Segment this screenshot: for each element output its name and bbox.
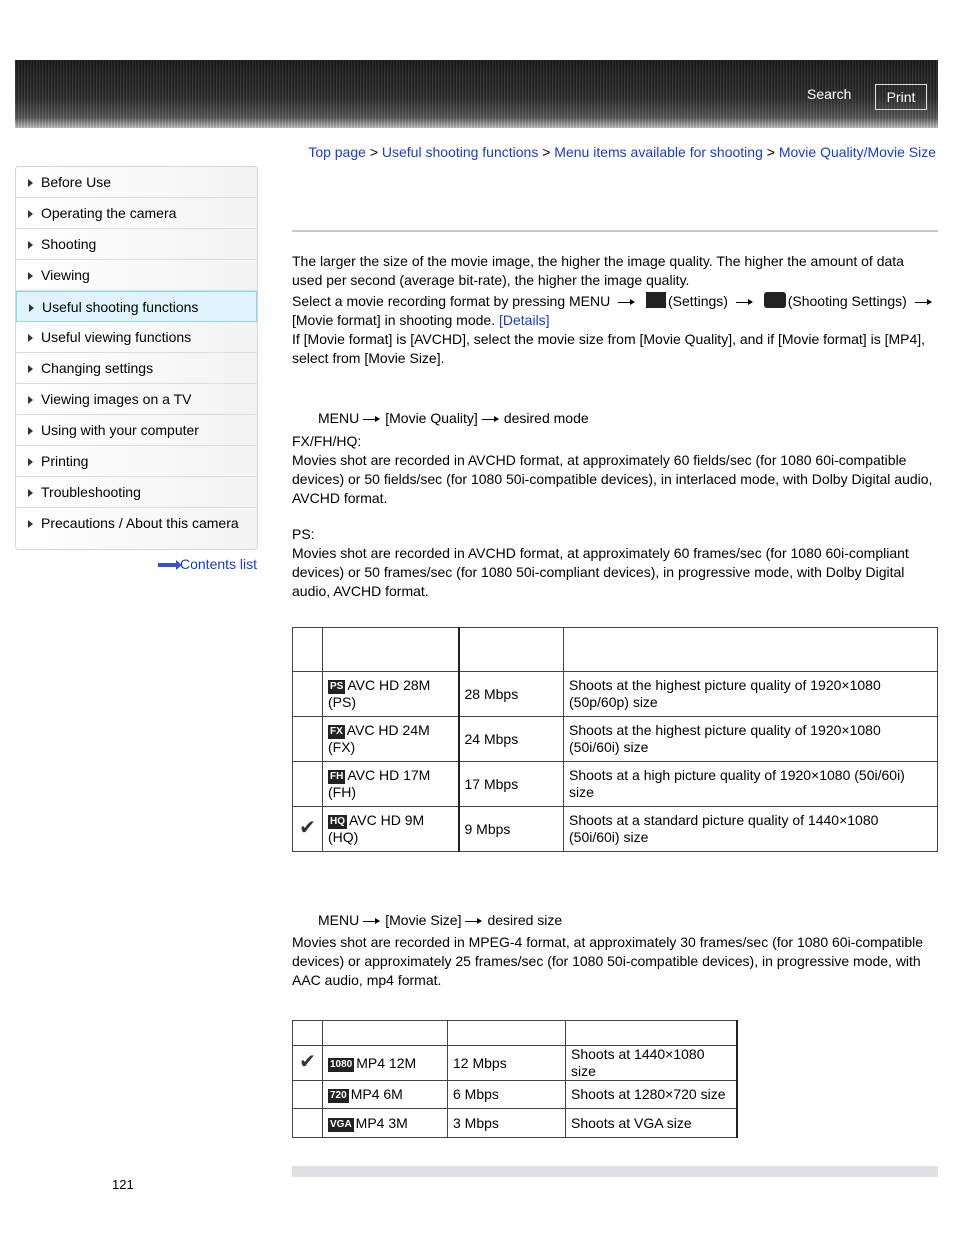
default-cell xyxy=(293,672,323,717)
sidebar-item-printing[interactable] xyxy=(16,446,257,477)
desired-size-label: desired size xyxy=(487,912,563,928)
sidebar-item-label: Troubleshooting xyxy=(41,484,141,500)
arrow-right-icon xyxy=(158,563,178,567)
sidebar-item-label: Viewing xyxy=(41,267,90,283)
sidebar-item-label: Shooting xyxy=(41,236,97,252)
movie-size-item: [Movie Size] xyxy=(385,912,462,928)
breadcrumb-separator: > xyxy=(369,144,378,160)
mode-cell xyxy=(323,672,459,717)
shooting-settings-label: (Shooting Settings) xyxy=(787,293,907,309)
sidebar-item-useful-shooting[interactable] xyxy=(16,291,257,322)
triangle-right-icon xyxy=(28,210,33,218)
movie-format-text: [Movie format] in shooting mode. xyxy=(292,312,496,328)
mode-code: (FX) xyxy=(328,739,356,755)
contents-list-link[interactable] xyxy=(158,556,257,572)
table-row xyxy=(293,1046,738,1081)
triangle-right-icon xyxy=(29,304,34,312)
triangle-right-icon xyxy=(28,427,33,435)
mode-name: AVC HD 9M xyxy=(349,812,425,828)
table-row xyxy=(293,1109,738,1138)
bitrate-cell: 6 Mbps xyxy=(448,1081,566,1109)
camera-icon xyxy=(764,292,786,308)
default-cell xyxy=(293,717,323,762)
bitrate-cell: 12 Mbps xyxy=(448,1046,566,1081)
default-cell xyxy=(293,1046,323,1081)
mode-code: (HQ) xyxy=(328,829,359,845)
sidebar-item-label: Viewing images on a TV xyxy=(41,391,192,407)
size-menu-path xyxy=(318,912,562,928)
quality-menu-path xyxy=(318,410,589,426)
table-header-row xyxy=(293,628,938,672)
breadcrumb-useful-shooting[interactable]: Useful shooting functions xyxy=(381,144,539,160)
description-cell: Shoots at 1280×720 size xyxy=(566,1081,738,1109)
mode-name: AVC HD 24M xyxy=(346,722,430,738)
mode-cell xyxy=(323,717,459,762)
sidebar-item-troubleshooting[interactable] xyxy=(16,477,257,508)
sidebar-item-label: Operating the camera xyxy=(41,205,177,221)
contents-list-label: Contents list xyxy=(180,556,258,572)
mode-cell xyxy=(323,762,459,807)
triangle-right-icon xyxy=(28,489,33,497)
settings-label: (Settings) xyxy=(668,293,728,309)
sidebar-item-label: Useful shooting functions xyxy=(42,299,199,315)
breadcrumb-current-page[interactable]: Movie Quality/Movie Size xyxy=(778,144,936,160)
print-button[interactable]: Print xyxy=(875,84,927,110)
triangle-right-icon xyxy=(28,241,33,249)
mode-name: AVC HD 17M xyxy=(347,767,431,783)
checkmark-icon: ✔ xyxy=(299,817,316,839)
intro-line-3: If [Movie format] is [AVCHD], select the movie size from [Movie Quality], and if [Movie format] is [MP4], select from [Movie Size]. xyxy=(292,331,926,366)
ps-text: Movies shot are recorded in AVCHD format, at approximately 60 frames/sec (for 1080 60i-compliant devices) or 50 frames/sec (for 1080 50i-compliant devices), in progressive mode, with Dolby Digital audio, AVCHD format. xyxy=(292,545,909,599)
table-row xyxy=(293,717,938,762)
mode-name: MP4 6M xyxy=(350,1086,403,1102)
sidebar-item-changing-settings[interactable] xyxy=(16,353,257,384)
default-cell xyxy=(293,762,323,807)
vga-icon: VGA xyxy=(330,1118,352,1130)
mode-code: (FH) xyxy=(328,784,356,800)
default-cell xyxy=(293,1109,323,1138)
menu-label: MENU xyxy=(318,410,360,426)
triangle-right-icon xyxy=(28,396,33,404)
triangle-right-icon xyxy=(28,458,33,466)
bitrate-cell: 9 Mbps xyxy=(459,807,564,852)
breadcrumb-menu-items[interactable]: Menu items available for shooting xyxy=(554,144,763,160)
table-row xyxy=(293,807,938,852)
ps-label: PS: xyxy=(292,526,315,542)
sidebar-item-precautions[interactable] xyxy=(16,508,257,539)
desired-mode-label: desired mode xyxy=(503,410,589,426)
default-cell xyxy=(293,807,323,852)
description-cell: Shoots at 1440×1080 size xyxy=(566,1046,738,1081)
footer-bar xyxy=(292,1166,938,1177)
sidebar-item-label: Before Use xyxy=(41,174,112,190)
details-link[interactable]: [Details] xyxy=(499,312,550,328)
toolbox-icon xyxy=(646,292,666,308)
ps-icon: PS xyxy=(330,681,344,692)
table-row xyxy=(293,672,938,717)
triangle-right-icon xyxy=(28,272,33,280)
movie-quality-item: [Movie Quality] xyxy=(385,410,478,426)
intro-select-text: Select a movie recording format by pressing MENU xyxy=(292,293,611,309)
sidebar-item-viewing[interactable] xyxy=(16,260,257,291)
breadcrumb-separator: > xyxy=(766,144,775,160)
fx-text: Movies shot are recorded in AVCHD format, at approximately 60 fields/sec (for 1080 60i-compatible devices) or 50 fields/sec (for 1080 50i-compatible devices), in interlaced mode, with Dolby Digital audio, AVCHD format. xyxy=(292,452,933,506)
default-cell xyxy=(293,1081,323,1109)
table-header-row xyxy=(293,1021,738,1046)
description-cell: Shoots at the highest picture quality of 1920×1080 (50i/60i) size xyxy=(564,717,938,762)
720-icon: 720 xyxy=(330,1090,347,1101)
sidebar-item-computer[interactable] xyxy=(16,415,257,446)
mode-cell xyxy=(323,1081,448,1109)
intro-line-movie-format xyxy=(292,311,938,330)
table-header-cell xyxy=(459,628,564,672)
description-cell: Shoots at VGA size xyxy=(566,1109,738,1138)
intro-line-2 xyxy=(292,292,938,311)
mode-name: MP4 3M xyxy=(355,1114,408,1131)
table-header-cell xyxy=(323,628,459,672)
sidebar-item-tv[interactable] xyxy=(16,384,257,415)
mode-name: AVC HD 28M xyxy=(347,677,431,693)
sidebar-nav xyxy=(15,166,258,550)
arrow-right-icon xyxy=(736,302,752,303)
checkmark-icon: ✔ xyxy=(299,1051,316,1073)
arrow-right-icon xyxy=(915,302,931,303)
quality-description xyxy=(292,432,938,601)
arrow-right-icon xyxy=(482,419,498,420)
menu-label: MENU xyxy=(318,912,360,928)
mode-cell xyxy=(323,1046,448,1081)
mode-cell xyxy=(323,807,459,852)
table-header-cell xyxy=(293,628,323,672)
sidebar-item-label: Changing settings xyxy=(41,360,154,376)
search-button[interactable]: Search xyxy=(807,86,852,102)
breadcrumb-separator: > xyxy=(542,144,551,160)
table-header-cell xyxy=(448,1021,566,1046)
fx-label: FX/FH/HQ: xyxy=(292,433,362,449)
triangle-right-icon xyxy=(28,520,33,528)
sidebar-item-useful-viewing[interactable] xyxy=(16,322,257,353)
mode-cell xyxy=(323,1109,448,1138)
sidebar-item-label: Using with your computer xyxy=(41,422,199,438)
bitrate-cell: 17 Mbps xyxy=(459,762,564,807)
table-row xyxy=(293,762,938,807)
triangle-right-icon xyxy=(28,334,33,342)
mode-code: (PS) xyxy=(328,694,356,710)
intro-paragraph xyxy=(292,252,938,368)
triangle-right-icon xyxy=(28,179,33,187)
bitrate-cell: 28 Mbps xyxy=(459,672,564,717)
arrow-right-icon xyxy=(363,921,379,922)
sidebar-item-shooting[interactable] xyxy=(16,229,257,260)
page-number: 121 xyxy=(112,1177,134,1192)
movie-quality-table xyxy=(292,627,938,852)
sidebar-item-label: Useful viewing functions xyxy=(41,329,192,345)
movie-size-table xyxy=(292,1020,738,1138)
arrow-right-icon xyxy=(618,302,634,303)
table-header-cell xyxy=(323,1021,448,1046)
title-divider xyxy=(292,230,938,232)
arrow-right-icon xyxy=(363,419,379,420)
arrow-right-icon xyxy=(465,921,481,922)
description-cell: Shoots at a standard picture quality of 1440×1080 (50i/60i) size xyxy=(564,807,938,852)
bitrate-cell: 3 Mbps xyxy=(448,1109,566,1138)
breadcrumb xyxy=(308,144,936,160)
mode-name: MP4 12M xyxy=(356,1054,417,1071)
description-cell: Shoots at the highest picture quality of 1920×1080 (50p/60p) size xyxy=(564,672,938,717)
1080-icon: 1080 xyxy=(330,1058,353,1070)
sidebar-item-before-use[interactable] xyxy=(16,167,257,198)
size-description: Movies shot are recorded in MPEG-4 format, at approximately 30 frames/sec (for 1080 60i-compatible devices) or approximately 25 frames/sec (for 1080 50i-compatible devices), in progressive mode, with AAC audio, mp4 format. xyxy=(292,934,924,988)
fx-icon: FX xyxy=(330,726,343,737)
table-header-cell xyxy=(566,1021,738,1046)
table-header-cell xyxy=(293,1021,323,1046)
fh-icon: FH xyxy=(330,771,344,782)
triangle-right-icon xyxy=(28,365,33,373)
sidebar-item-label: Precautions / About this camera xyxy=(41,515,239,531)
breadcrumb-top-page[interactable]: Top page xyxy=(308,144,366,160)
hq-icon: HQ xyxy=(330,816,345,827)
sidebar-item-operating[interactable] xyxy=(16,198,257,229)
table-row xyxy=(293,1081,738,1109)
header-bar xyxy=(15,60,938,128)
description-cell: Shoots at a high picture quality of 1920×1080 (50i/60i) size xyxy=(564,762,938,807)
intro-line-1: The larger the size of the movie image, the higher the image quality. The higher the amount of data used per second (average bit-rate), the higher the image quality. xyxy=(292,253,904,288)
table-header-cell xyxy=(564,628,938,672)
bitrate-cell: 24 Mbps xyxy=(459,717,564,762)
sidebar-item-label: Printing xyxy=(41,453,89,469)
